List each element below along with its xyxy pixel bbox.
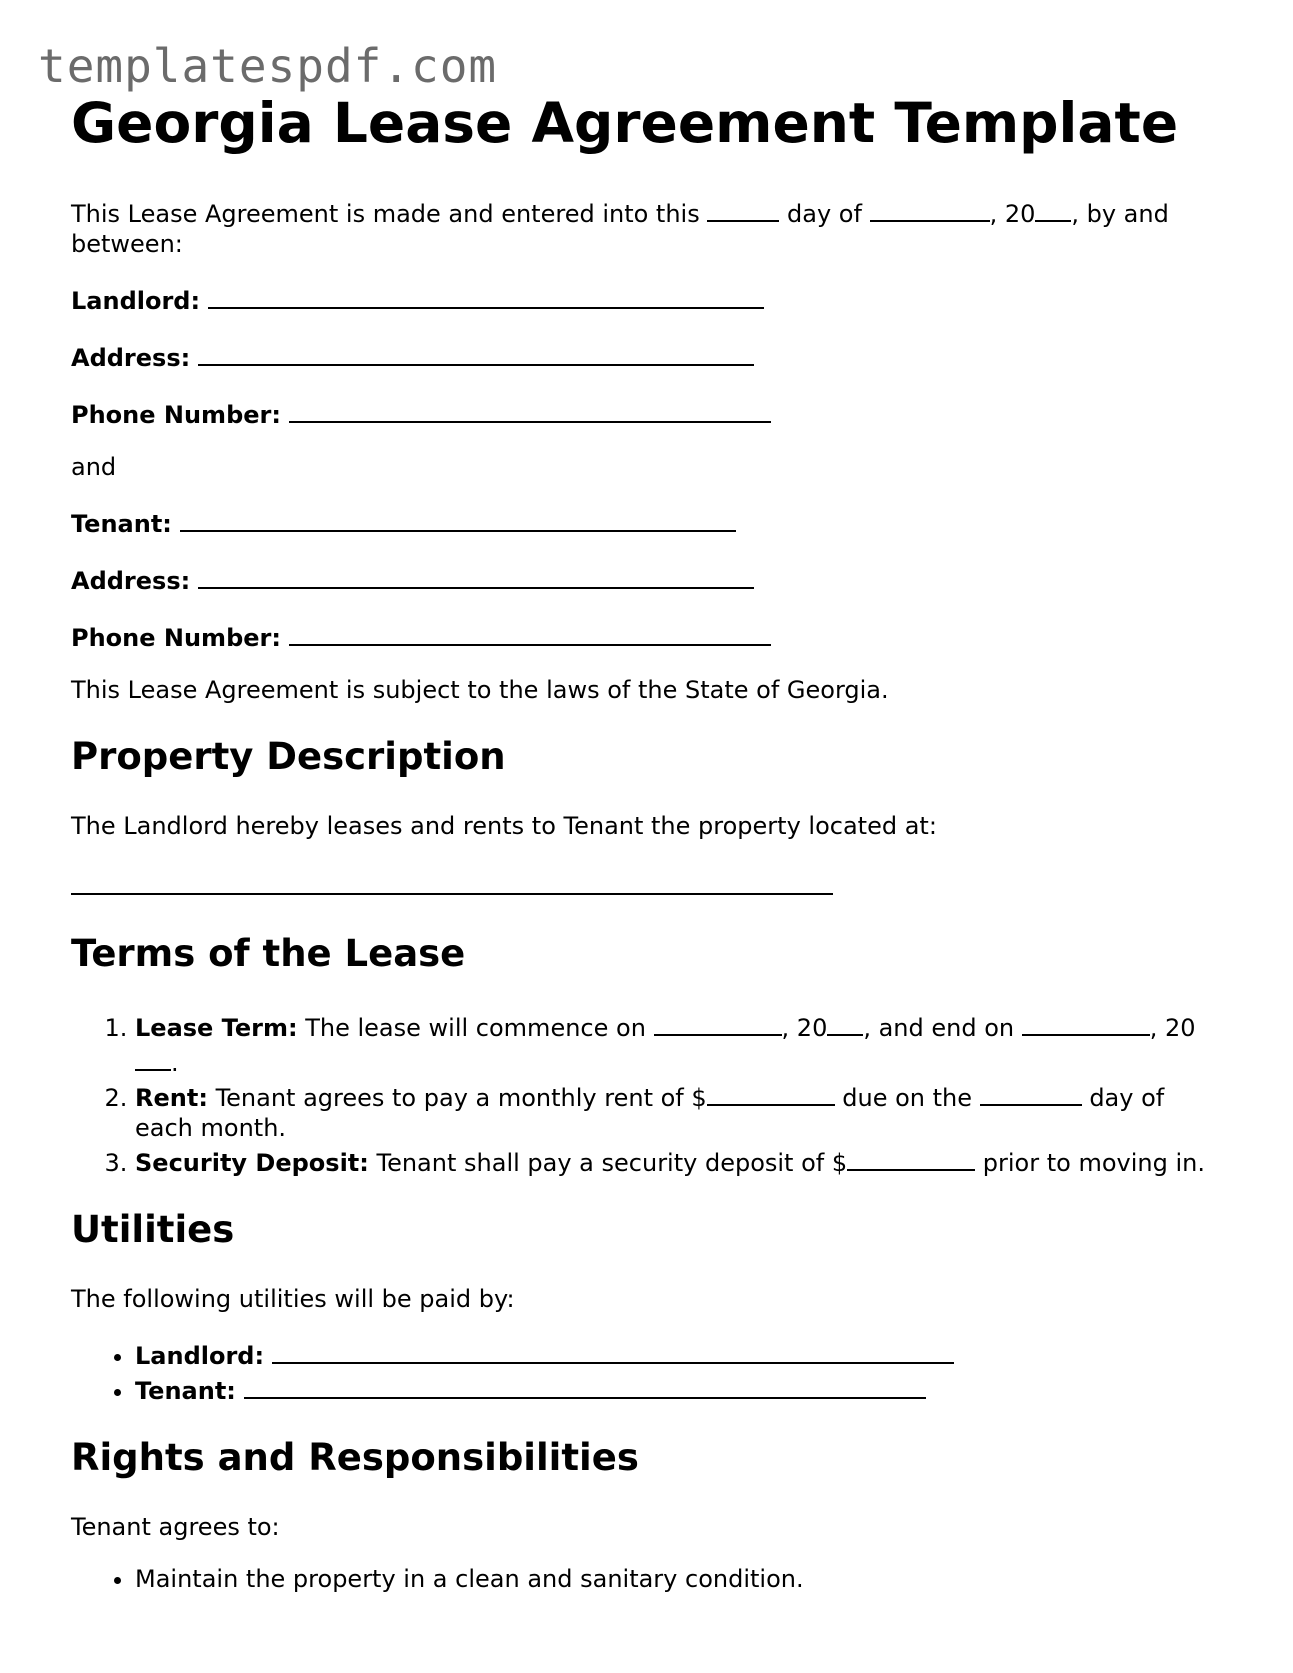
- utilities-landlord-label: Landlord:: [135, 1342, 265, 1370]
- utilities-text: The following utilities will be paid by:: [71, 1285, 515, 1313]
- intro-text-4: , by and between:: [71, 200, 1169, 258]
- rent-text-1: Tenant agrees to pay a monthly rent of $: [215, 1084, 707, 1112]
- lease-term-label: Lease Term:: [135, 1014, 298, 1042]
- rights-text: Tenant agrees to:: [71, 1513, 280, 1541]
- tenant-phone-blank[interactable]: [289, 618, 771, 646]
- landlord-name-blank[interactable]: [208, 281, 764, 309]
- year-blank[interactable]: [1035, 194, 1071, 222]
- rent-label: Rent:: [135, 1084, 208, 1112]
- tenant-phone-row: [71, 618, 1221, 653]
- property-text: The Landlord hereby leases and rents to Tenant the property located at:: [71, 812, 937, 840]
- tenant-name-label: Tenant:: [71, 510, 172, 538]
- lease-start-year-blank[interactable]: [827, 1008, 863, 1036]
- deposit-text-1: Tenant shall pay a security deposit of $: [376, 1149, 848, 1177]
- tenant-address-label: Address:: [71, 567, 191, 595]
- property-heading: Property Description: [71, 735, 506, 778]
- tenant-name-blank[interactable]: [180, 504, 736, 532]
- rent-text-3: day of each month.: [135, 1084, 1165, 1142]
- day-blank[interactable]: [707, 194, 779, 222]
- utilities-heading: Utilities: [71, 1208, 235, 1251]
- landlord-address-label: Address:: [71, 344, 191, 372]
- month-blank[interactable]: [870, 194, 990, 222]
- utilities-tenant-label: Tenant:: [135, 1377, 236, 1405]
- property-address-row: [71, 867, 1221, 902]
- rights-item-1: • Maintain the property in a clean and sanitary condition.: [135, 1564, 1221, 1594]
- utilities-tenant-item: [135, 1371, 1221, 1406]
- tenant-name-row: [71, 504, 1221, 539]
- page-title: Georgia Lease Agreement Template: [71, 91, 1179, 155]
- intro-text-3: , 20: [989, 200, 1036, 228]
- lease-term-text-1: The lease will commence on: [305, 1014, 646, 1042]
- lease-end-year-blank[interactable]: [135, 1043, 171, 1071]
- lease-term-text-5: .: [171, 1049, 179, 1077]
- landlord-name-row: [71, 281, 1221, 316]
- terms-heading: Terms of the Lease: [71, 932, 466, 975]
- intro-text-1: This Lease Agreement is made and entered into this: [71, 200, 700, 228]
- tenant-phone-label: Phone Number:: [71, 624, 281, 652]
- lease-start-date-blank[interactable]: [654, 1008, 782, 1036]
- landlord-phone-row: [71, 395, 1221, 430]
- deposit-text-2: prior to moving in.: [982, 1149, 1205, 1177]
- rights-heading: Rights and Responsibilities: [71, 1436, 639, 1479]
- utilities-tenant-blank[interactable]: [244, 1371, 926, 1399]
- deposit-amount-blank[interactable]: [847, 1143, 975, 1171]
- lease-term-text-2: , 20: [781, 1014, 828, 1042]
- laws-text: This Lease Agreement is subject to the laws of the State of Georgia.: [71, 676, 889, 704]
- rent-text-2: due on the: [842, 1084, 973, 1112]
- rights-list: [71, 1564, 1221, 1594]
- terms-list: [71, 1008, 1221, 1178]
- and-text: and: [71, 453, 117, 481]
- landlord-name-label: Landlord:: [71, 287, 201, 315]
- intro-paragraph: [71, 194, 1221, 259]
- security-deposit-item: [135, 1143, 1221, 1178]
- utilities-landlord-blank[interactable]: [272, 1336, 954, 1364]
- landlord-phone-label: Phone Number:: [71, 401, 281, 429]
- lease-term-text-3: , and end on: [863, 1014, 1015, 1042]
- watermark: templatespdf.com: [38, 39, 498, 93]
- lease-term-text-4: , 20: [1149, 1014, 1196, 1042]
- document-body: [71, 88, 1221, 1594]
- lease-end-date-blank[interactable]: [1022, 1008, 1150, 1036]
- utilities-landlord-item: [135, 1336, 1221, 1371]
- security-deposit-label: Security Deposit:: [135, 1149, 369, 1177]
- property-address-blank[interactable]: [71, 867, 833, 895]
- tenant-address-row: [71, 561, 1221, 596]
- rent-item: [135, 1078, 1221, 1143]
- landlord-phone-blank[interactable]: [289, 395, 771, 423]
- utilities-list: [71, 1336, 1221, 1406]
- rent-due-day-blank[interactable]: [980, 1078, 1082, 1106]
- lease-term-item: [135, 1008, 1221, 1078]
- tenant-address-blank[interactable]: [198, 561, 754, 589]
- landlord-address-row: [71, 338, 1221, 373]
- intro-text-2: day of: [787, 200, 862, 228]
- rent-amount-blank[interactable]: [707, 1078, 835, 1106]
- landlord-address-blank[interactable]: [198, 338, 754, 366]
